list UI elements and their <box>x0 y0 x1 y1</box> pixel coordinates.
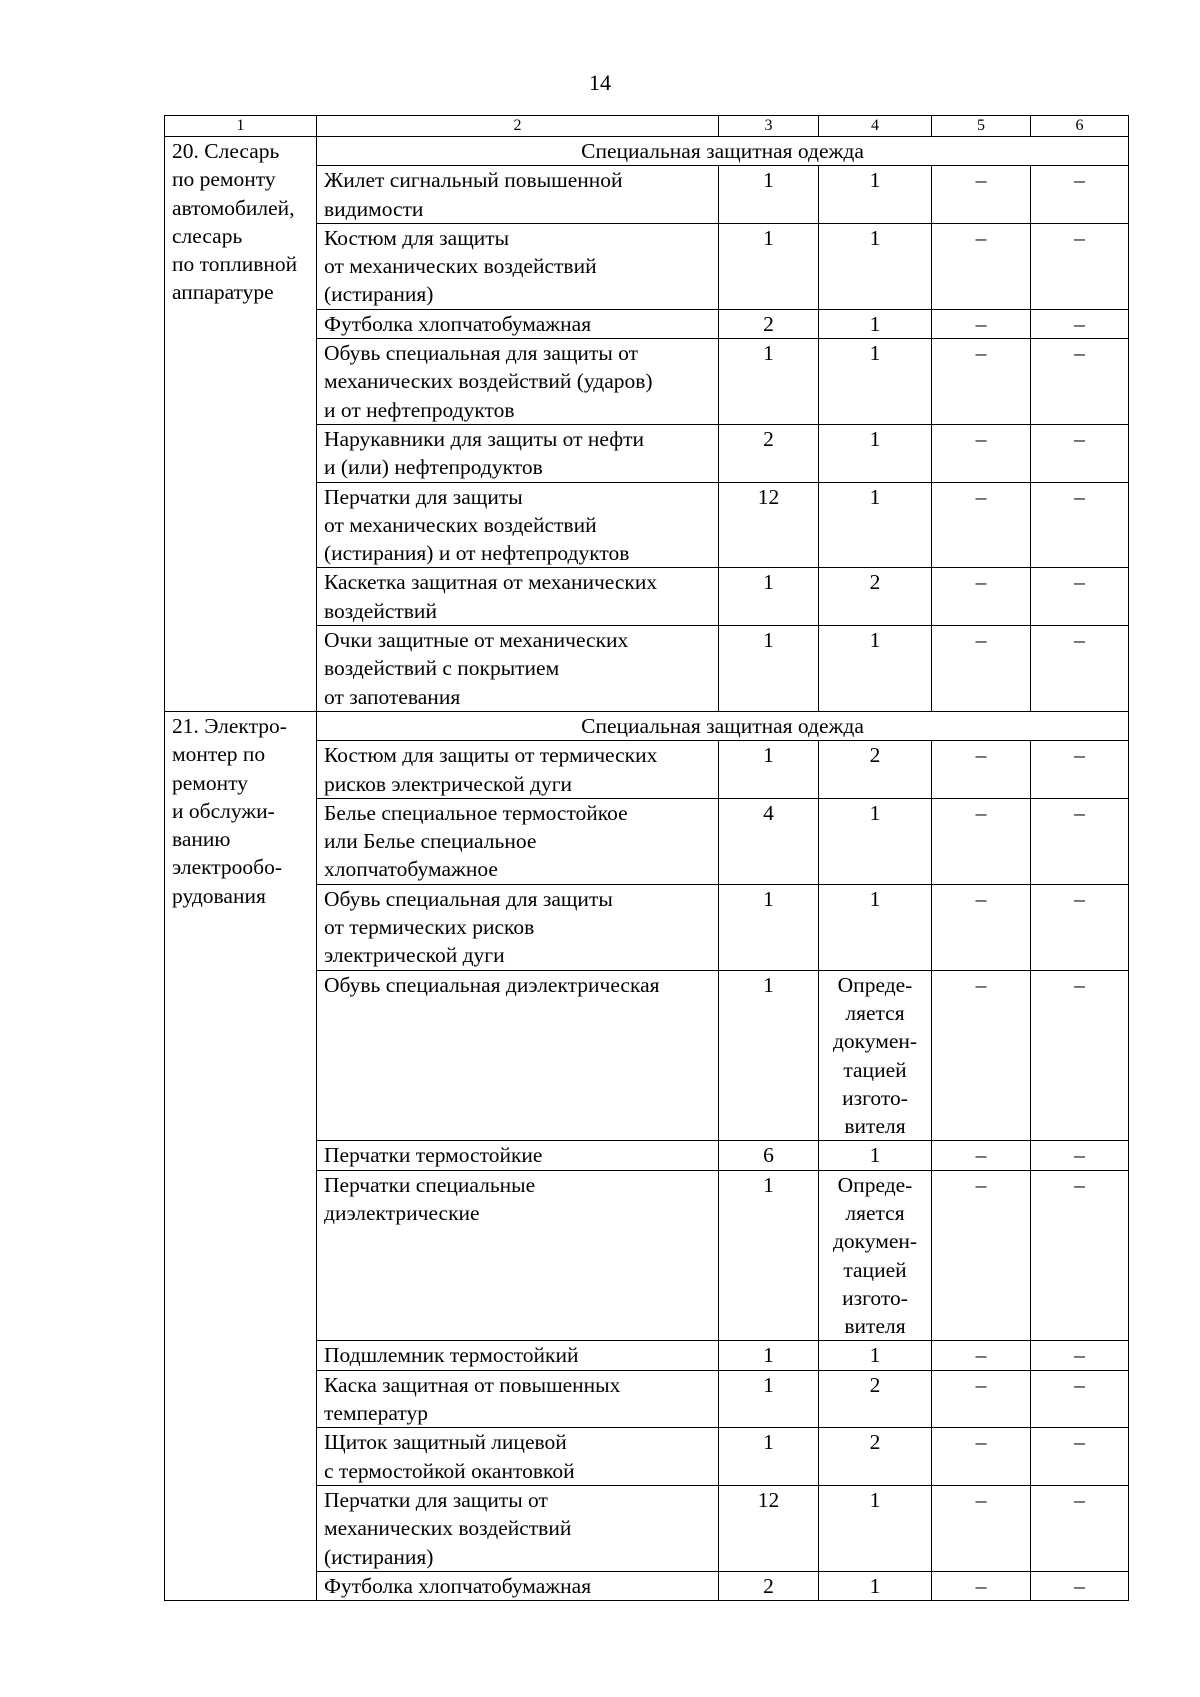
column-6-cell: – <box>1031 1341 1129 1370</box>
column-6-cell: – <box>1031 741 1129 799</box>
column-number: 1 <box>165 116 317 137</box>
item-name-cell: Каска защитная от повышенных температур <box>317 1370 719 1428</box>
wear-period-cell: 1 <box>819 1485 932 1571</box>
wear-period-cell: 1 <box>819 1571 932 1600</box>
column-6-cell: – <box>1031 1485 1129 1571</box>
column-6-cell: – <box>1031 223 1129 309</box>
wear-period-cell: 1 <box>819 223 932 309</box>
section-heading: Специальная защитная одежда <box>317 137 1129 166</box>
item-name-cell: Обувь специальная для защиты от термических рисков электрической дуги <box>317 884 719 970</box>
page-number: 14 <box>589 70 611 95</box>
quantity-cell: 1 <box>719 339 819 425</box>
column-number: 3 <box>719 116 819 137</box>
wear-period-cell: 1 <box>819 339 932 425</box>
column-number-row <box>165 116 1129 137</box>
item-name-cell: Очки защитные от механических воздействий с покрытием от запотевания <box>317 626 719 712</box>
wear-period-cell: 1 <box>819 482 932 568</box>
item-name-cell: Подшлемник термостойкий <box>317 1341 719 1370</box>
ppe-norms-table <box>164 115 1129 1601</box>
column-6-cell: – <box>1031 626 1129 712</box>
section-row <box>165 711 1129 740</box>
column-6-cell: – <box>1031 1170 1129 1341</box>
quantity-cell: 6 <box>719 1141 819 1170</box>
column-5-cell: – <box>932 741 1031 799</box>
quantity-cell: 1 <box>719 223 819 309</box>
column-6-cell: – <box>1031 309 1129 338</box>
wear-period-cell: 1 <box>819 424 932 482</box>
quantity-cell: 1 <box>719 741 819 799</box>
quantity-cell: 1 <box>719 970 819 1141</box>
column-5-cell: – <box>932 482 1031 568</box>
occupation-cell: 20. Слесарь по ремонту автомобилей, слесарь по топливной аппаратуре <box>165 137 317 712</box>
column-number: 5 <box>932 116 1031 137</box>
column-5-cell: – <box>932 339 1031 425</box>
column-6-cell: – <box>1031 970 1129 1141</box>
column-5-cell: – <box>932 626 1031 712</box>
item-name-cell: Обувь специальная диэлектрическая <box>317 970 719 1141</box>
item-name-cell: Футболка хлопчатобумажная <box>317 309 719 338</box>
quantity-cell: 1 <box>719 1170 819 1341</box>
column-5-cell: – <box>932 1485 1031 1571</box>
wear-period-cell: 2 <box>819 1370 932 1428</box>
wear-period-cell: 2 <box>819 568 932 626</box>
column-number: 4 <box>819 116 932 137</box>
column-5-cell: – <box>932 1571 1031 1600</box>
item-name-cell: Нарукавники для защиты от нефти и (или) нефтепродуктов <box>317 424 719 482</box>
column-6-cell: – <box>1031 798 1129 884</box>
column-6-cell: – <box>1031 339 1129 425</box>
occupation-cell: 21. Электро- монтер по ремонту и обслужи- ванию электрообо- рудования <box>165 711 317 1600</box>
column-6-cell: – <box>1031 166 1129 224</box>
item-name-cell: Каскетка защитная от механических воздействий <box>317 568 719 626</box>
column-6-cell: – <box>1031 1428 1129 1486</box>
wear-period-cell: 2 <box>819 741 932 799</box>
quantity-cell: 1 <box>719 884 819 970</box>
wear-period-cell: 2 <box>819 1428 932 1486</box>
quantity-cell: 1 <box>719 1370 819 1428</box>
wear-period-cell: 1 <box>819 626 932 712</box>
quantity-cell: 1 <box>719 626 819 712</box>
quantity-cell: 12 <box>719 482 819 568</box>
column-5-cell: – <box>932 884 1031 970</box>
column-5-cell: – <box>932 568 1031 626</box>
item-name-cell: Щиток защитный лицевой с термостойкой окантовкой <box>317 1428 719 1486</box>
quantity-cell: 2 <box>719 1571 819 1600</box>
column-5-cell: – <box>932 166 1031 224</box>
section-row <box>165 137 1129 166</box>
wear-period-cell: 1 <box>819 798 932 884</box>
quantity-cell: 4 <box>719 798 819 884</box>
column-6-cell: – <box>1031 1571 1129 1600</box>
column-5-cell: – <box>932 309 1031 338</box>
item-name-cell: Футболка хлопчатобумажная <box>317 1571 719 1600</box>
item-name-cell: Костюм для защиты от термических рисков электрической дуги <box>317 741 719 799</box>
column-5-cell: – <box>932 424 1031 482</box>
item-name-cell: Перчатки для защиты от механических воздействий (истирания) <box>317 1485 719 1571</box>
wear-period-cell: 1 <box>819 309 932 338</box>
column-number: 6 <box>1031 116 1129 137</box>
wear-period-cell: Опреде- ляется докумен- тацией изгото- вителя <box>819 1170 932 1341</box>
item-name-cell: Обувь специальная для защиты от механических воздействий (ударов) и от нефтепродуктов <box>317 339 719 425</box>
column-5-cell: – <box>932 798 1031 884</box>
column-6-cell: – <box>1031 1141 1129 1170</box>
section-heading: Специальная защитная одежда <box>317 711 1129 740</box>
wear-period-cell: Опреде- ляется докумен- тацией изгото- вителя <box>819 970 932 1141</box>
item-name-cell: Костюм для защиты от механических воздействий (истирания) <box>317 223 719 309</box>
column-5-cell: – <box>932 223 1031 309</box>
quantity-cell: 1 <box>719 1341 819 1370</box>
column-number: 2 <box>317 116 719 137</box>
wear-period-cell: 1 <box>819 166 932 224</box>
quantity-cell: 2 <box>719 309 819 338</box>
column-5-cell: – <box>932 1370 1031 1428</box>
column-6-cell: – <box>1031 424 1129 482</box>
wear-period-cell: 1 <box>819 884 932 970</box>
quantity-cell: 1 <box>719 1428 819 1486</box>
quantity-cell: 12 <box>719 1485 819 1571</box>
item-name-cell: Перчатки термостойкие <box>317 1141 719 1170</box>
wear-period-cell: 1 <box>819 1341 932 1370</box>
quantity-cell: 2 <box>719 424 819 482</box>
column-5-cell: – <box>932 1341 1031 1370</box>
column-6-cell: – <box>1031 884 1129 970</box>
item-name-cell: Белье специальное термостойкое или Белье специальное хлопчатобумажное <box>317 798 719 884</box>
item-name-cell: Жилет сигнальный повышенной видимости <box>317 166 719 224</box>
item-name-cell: Перчатки для защиты от механических воздействий (истирания) и от нефтепродуктов <box>317 482 719 568</box>
quantity-cell: 1 <box>719 166 819 224</box>
wear-period-cell: 1 <box>819 1141 932 1170</box>
column-5-cell: – <box>932 970 1031 1141</box>
column-6-cell: – <box>1031 482 1129 568</box>
column-6-cell: – <box>1031 568 1129 626</box>
column-5-cell: – <box>932 1170 1031 1341</box>
column-6-cell: – <box>1031 1370 1129 1428</box>
quantity-cell: 1 <box>719 568 819 626</box>
item-name-cell: Перчатки специальные диэлектрические <box>317 1170 719 1341</box>
column-5-cell: – <box>932 1428 1031 1486</box>
column-5-cell: – <box>932 1141 1031 1170</box>
